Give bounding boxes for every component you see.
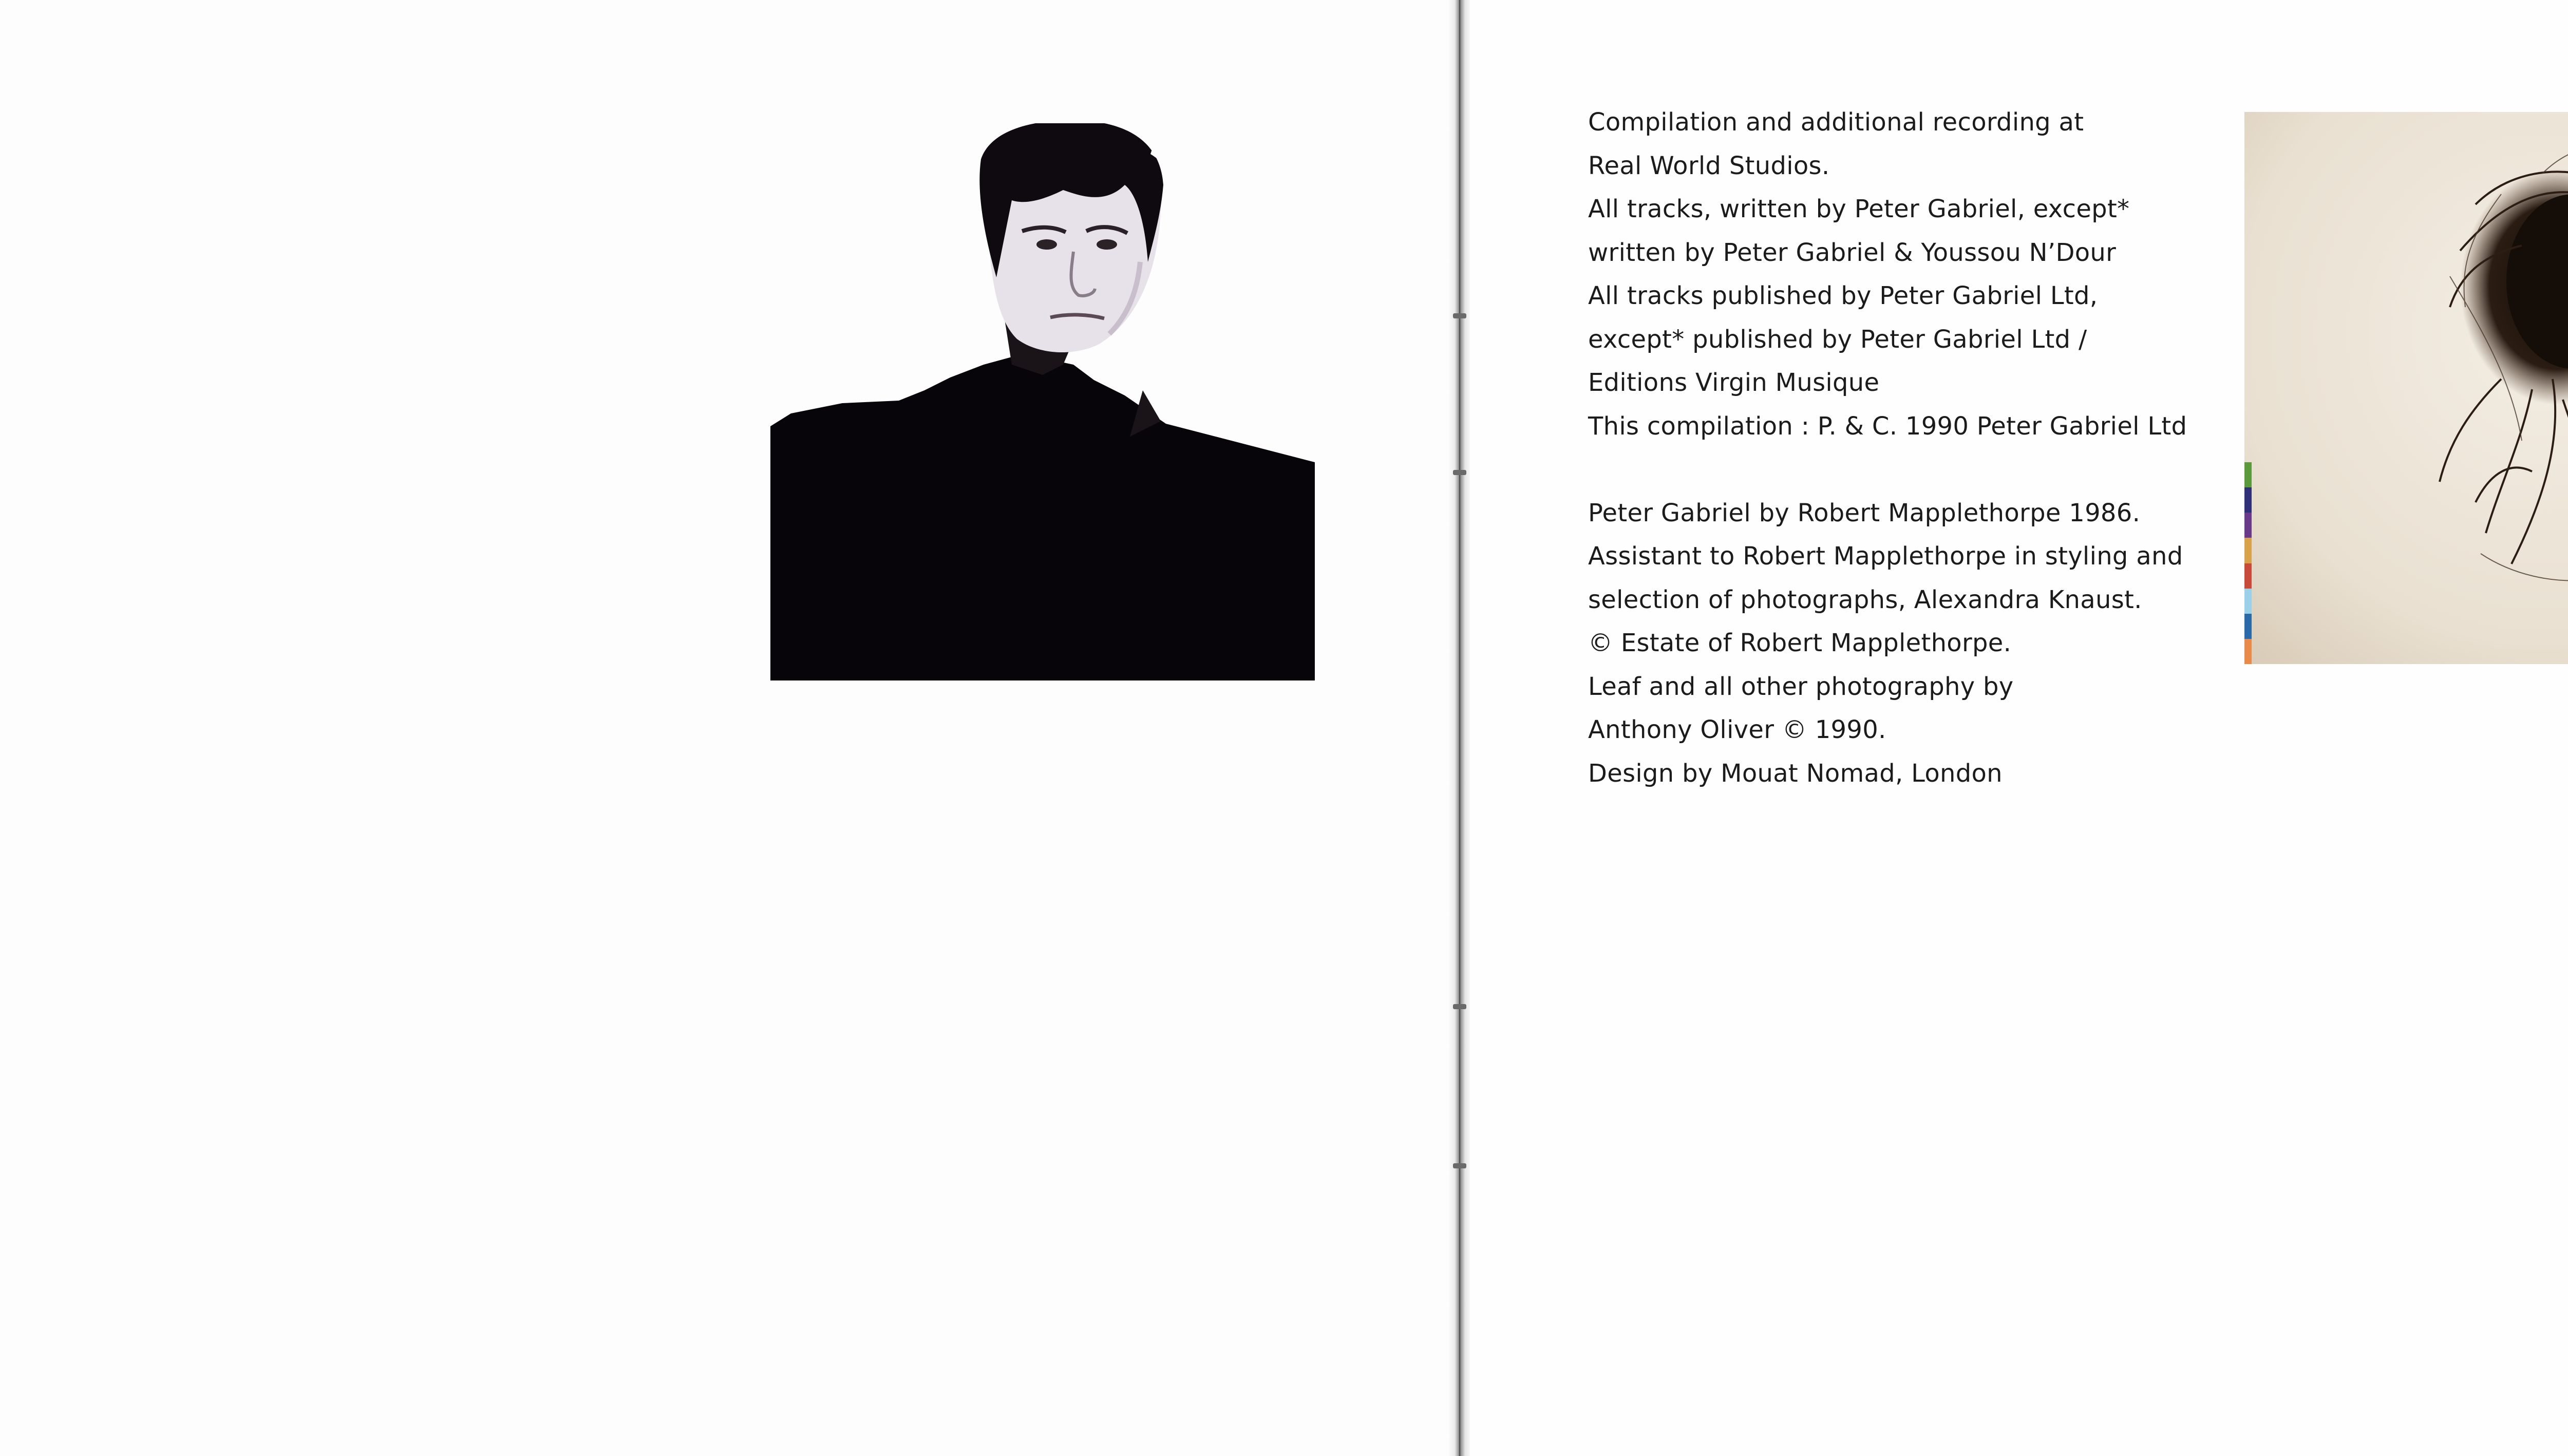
credit-line: Editions Virgin Musique [1588,368,1880,397]
credit-line: All tracks published by Peter Gabriel Ltd, [1588,281,2098,310]
credit-line: except* published by Peter Gabriel Ltd / [1588,325,2087,354]
color-swatch [2244,563,2252,589]
credit-line: Assistant to Robert Mapplethorpe in styling and [1588,542,2183,571]
leaf-illustration [2244,112,2568,664]
color-swatch [2244,462,2252,487]
color-swatch [2244,639,2252,664]
credits-text [1588,101,2256,795]
credit-line: Real World Studios. [1588,151,1830,180]
credit-line: Design by Mouat Nomad, London [1588,759,2003,788]
paragraph-gap [1588,448,2256,491]
staple-mark [1453,1004,1466,1009]
book-gutter [1447,0,1472,1456]
color-bar-strip [2244,462,2252,664]
staple-mark [1453,470,1466,475]
credit-line: Compilation and additional recording at [1588,108,2084,137]
credit-line: Anthony Oliver © 1990. [1588,715,1886,744]
credit-line: All tracks, written by Peter Gabriel, except* [1588,195,2130,223]
color-swatch [2244,487,2252,513]
credit-line: Peter Gabriel by Robert Mapplethorpe 1986. [1588,498,2141,527]
credit-line: selection of photographs, Alexandra Knaust. [1588,585,2142,614]
color-swatch [2244,513,2252,538]
color-swatch [2244,538,2252,563]
staple-mark [1453,313,1466,318]
credit-line: © Estate of Robert Mapplethorpe. [1588,629,2012,657]
color-swatch [2244,614,2252,639]
credit-line: written by Peter Gabriel & Youssou N’Dour [1588,238,2117,267]
portrait-photo [770,123,1315,680]
leaf-photo [2244,112,2568,664]
credit-line: This compilation : P. & C. 1990 Peter Gabriel Ltd [1588,411,2187,441]
portrait-illustration [770,123,1315,680]
color-swatch [2244,589,2252,614]
staple-mark [1453,1163,1466,1168]
credit-line: Leaf and all other photography by [1588,672,2014,701]
